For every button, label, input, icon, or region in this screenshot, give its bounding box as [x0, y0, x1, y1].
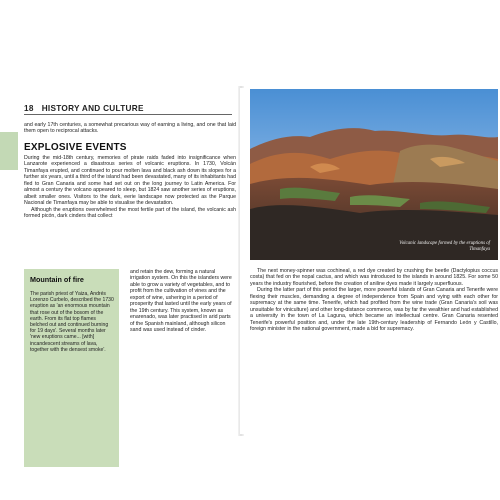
main-body	[24, 155, 236, 220]
paragraph: The next money-spinner was cochineal, a red dye created by crushing the beetle (Dactylopius coccus costa) that fed on the nopal cactus, and which was introduced to the islands in around 1825. For some 50 years the industry flourished, before the creation of aniline dyes made it largely superfluous.	[250, 268, 498, 287]
paragraph: During the mid-18th century, memories of pirate raids faded into insignificance when Lanzarote experienced a disastrous series of volcanic eruptions. In 1730, Volcán Timanfaya erupted, and continued to pour molten lava and black ash down its slopes for a further six years, until a third of the island had been devastated, many of its inhabitants had fled to Gran Canaria and some had set out on the long journey to Latin America. For almost a century the volcano appeared to sleep, but 1824 saw another series of eruptions, albeit smaller ones. Visitors to the dark, eerie landscape now protected as the Parque Nacional de Timanfaya may be able to visualise the devastation.	[24, 155, 236, 207]
section-title: HISTORY AND CULTURE	[41, 103, 144, 113]
page-number: 18	[24, 103, 34, 113]
column-paragraph: and retain the dew, forming a natural irrigation system. On this the islanders were able to grow a variety of vegetables, and to profit from the cultivation of vines and the export of wine, ushering in a period of prosperity that lasted until the early years of the 19th century. This system, known as enarenado, was later practised in arid parts of the Spanish mainland, although silicon sand was used instead of cinder.	[130, 269, 232, 334]
right-body	[250, 268, 498, 333]
left-page	[0, 88, 240, 434]
sidebar-text: The parish priest of Yaiza, Andrés Lorenzo Curbelo, described the 1730 eruption as 'an enormous mountain that rose out of the bosom of the earth. From its flat top flames belched out and continued burning for 19 days'. Several months later 'new eruptions came... [with] incandescent streams of lava, together with the densest smoke'.	[30, 291, 114, 353]
paragraph: During the latter part of this period the larger, more powerful islands of Gran Canaria and Tenerife were flexing their muscles, demanding a degree of independence from Spain and vying with each other for supremacy at the same time. Tenerife, which had profited from the wine trade (Gran Canaria's soil was unsuitable for viniculture) and other long-distance commerce, was by far the wealthier and had established a university in the town of La Laguna, which became an intellectual centre. Gran Canaria resented Tenerife's powerful position and, under the late 19th-century leadership of Fernando León y Castillo, foreign minister in the national government, made a bid for supremacy.	[250, 287, 498, 333]
running-header	[24, 102, 232, 115]
photo-caption: Volcanic landscape formed by the eruptions of Timanfaya	[399, 241, 490, 252]
section-heading: EXPLOSIVE EVENTS	[24, 142, 127, 153]
landscape-illustration	[250, 89, 498, 260]
sidebar-box	[24, 269, 119, 467]
intro-paragraph: and early 17th centuries, a somewhat precarious way of earning a living, and one that laid them open to reciprocal attacks.	[24, 122, 236, 135]
paragraph: Although the eruptions overwhelmed the most fertile part of the island, the volcanic ash formed picón, dark cinders that collect	[24, 206, 236, 220]
chapter-color-tab	[0, 132, 18, 170]
sidebar-title: Mountain of fire	[30, 275, 84, 284]
volcanic-landscape-photo	[250, 89, 498, 260]
